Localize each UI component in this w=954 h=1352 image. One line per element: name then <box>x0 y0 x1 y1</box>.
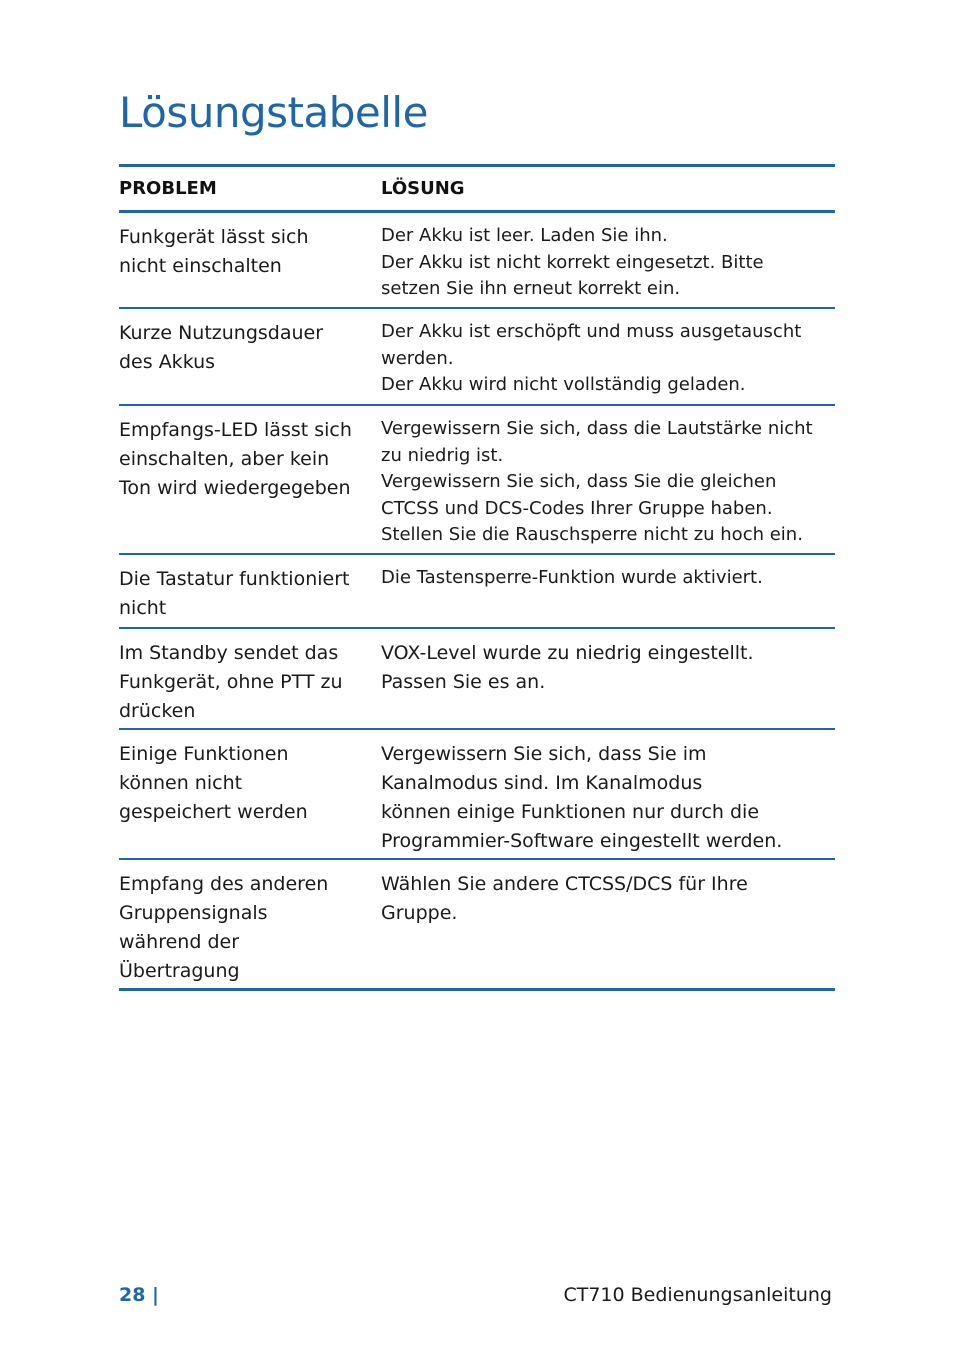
solution-cell: Der Akku ist leer. Laden Sie ihn. Der Akku ist nicht korrekt eingesetzt. Bitte setzen Sie ihn erneut korrekt ein. <box>381 225 764 299</box>
solution-cell: Der Akku ist erschöpft und muss ausgetauscht werden. Der Akku wird nicht vollständig geladen. <box>381 321 802 395</box>
table-row <box>119 406 835 555</box>
problem-cell: Funkgerät lässt sich nicht einschalten <box>119 226 309 277</box>
problem-cell: Empfangs-LED lässt sich einschalten, aber kein Ton wird wiedergegeben <box>119 419 352 499</box>
table-row <box>119 860 835 991</box>
problem-cell: Kurze Nutzungsdauer des Akkus <box>119 322 324 373</box>
table-row <box>119 730 835 860</box>
page-title: Lösungstabelle <box>119 88 428 137</box>
troubleshooting-table <box>119 164 835 991</box>
solution-cell: Wählen Sie andere CTCSS/DCS für Ihre Gruppe. <box>381 873 748 924</box>
document-title: CT710 Bedienungsanleitung <box>563 1284 832 1306</box>
problem-cell: Einige Funktionen können nicht gespeichert werden <box>119 743 308 823</box>
header-solution: LÖSUNG <box>381 178 465 199</box>
table-row <box>119 309 835 406</box>
solution-cell: VOX-Level wurde zu niedrig eingestellt. Passen Sie es an. <box>381 642 754 693</box>
solution-cell: Vergewissern Sie sich, dass die Lautstärke nicht zu niedrig ist. Vergewissern Sie sich, dass Sie die gleichen CTCSS und DCS-Codes Ihrer Gruppe haben. Stellen Sie die Rauschsperre nicht zu hoch ein. <box>381 418 813 545</box>
table-header-row <box>119 167 835 213</box>
table-row <box>119 213 835 309</box>
problem-cell: Empfang des anderen Gruppensignals während der Übertragung <box>119 873 329 982</box>
solution-cell: Vergewissern Sie sich, dass Sie im Kanalmodus sind. Im Kanalmodus können einige Funktionen nur durch die Programmier-Software eingestellt werden. <box>381 743 783 852</box>
problem-cell: Im Standby sendet das Funkgerät, ohne PTT zu drücken <box>119 642 343 722</box>
page-number: 28 | <box>119 1284 159 1306</box>
table-row <box>119 629 835 730</box>
header-problem: PROBLEM <box>119 178 217 199</box>
solution-cell: Die Tastensperre-Funktion wurde aktiviert. <box>381 567 763 588</box>
problem-cell: Die Tastatur funktioniert nicht <box>119 568 350 619</box>
table-row <box>119 555 835 629</box>
